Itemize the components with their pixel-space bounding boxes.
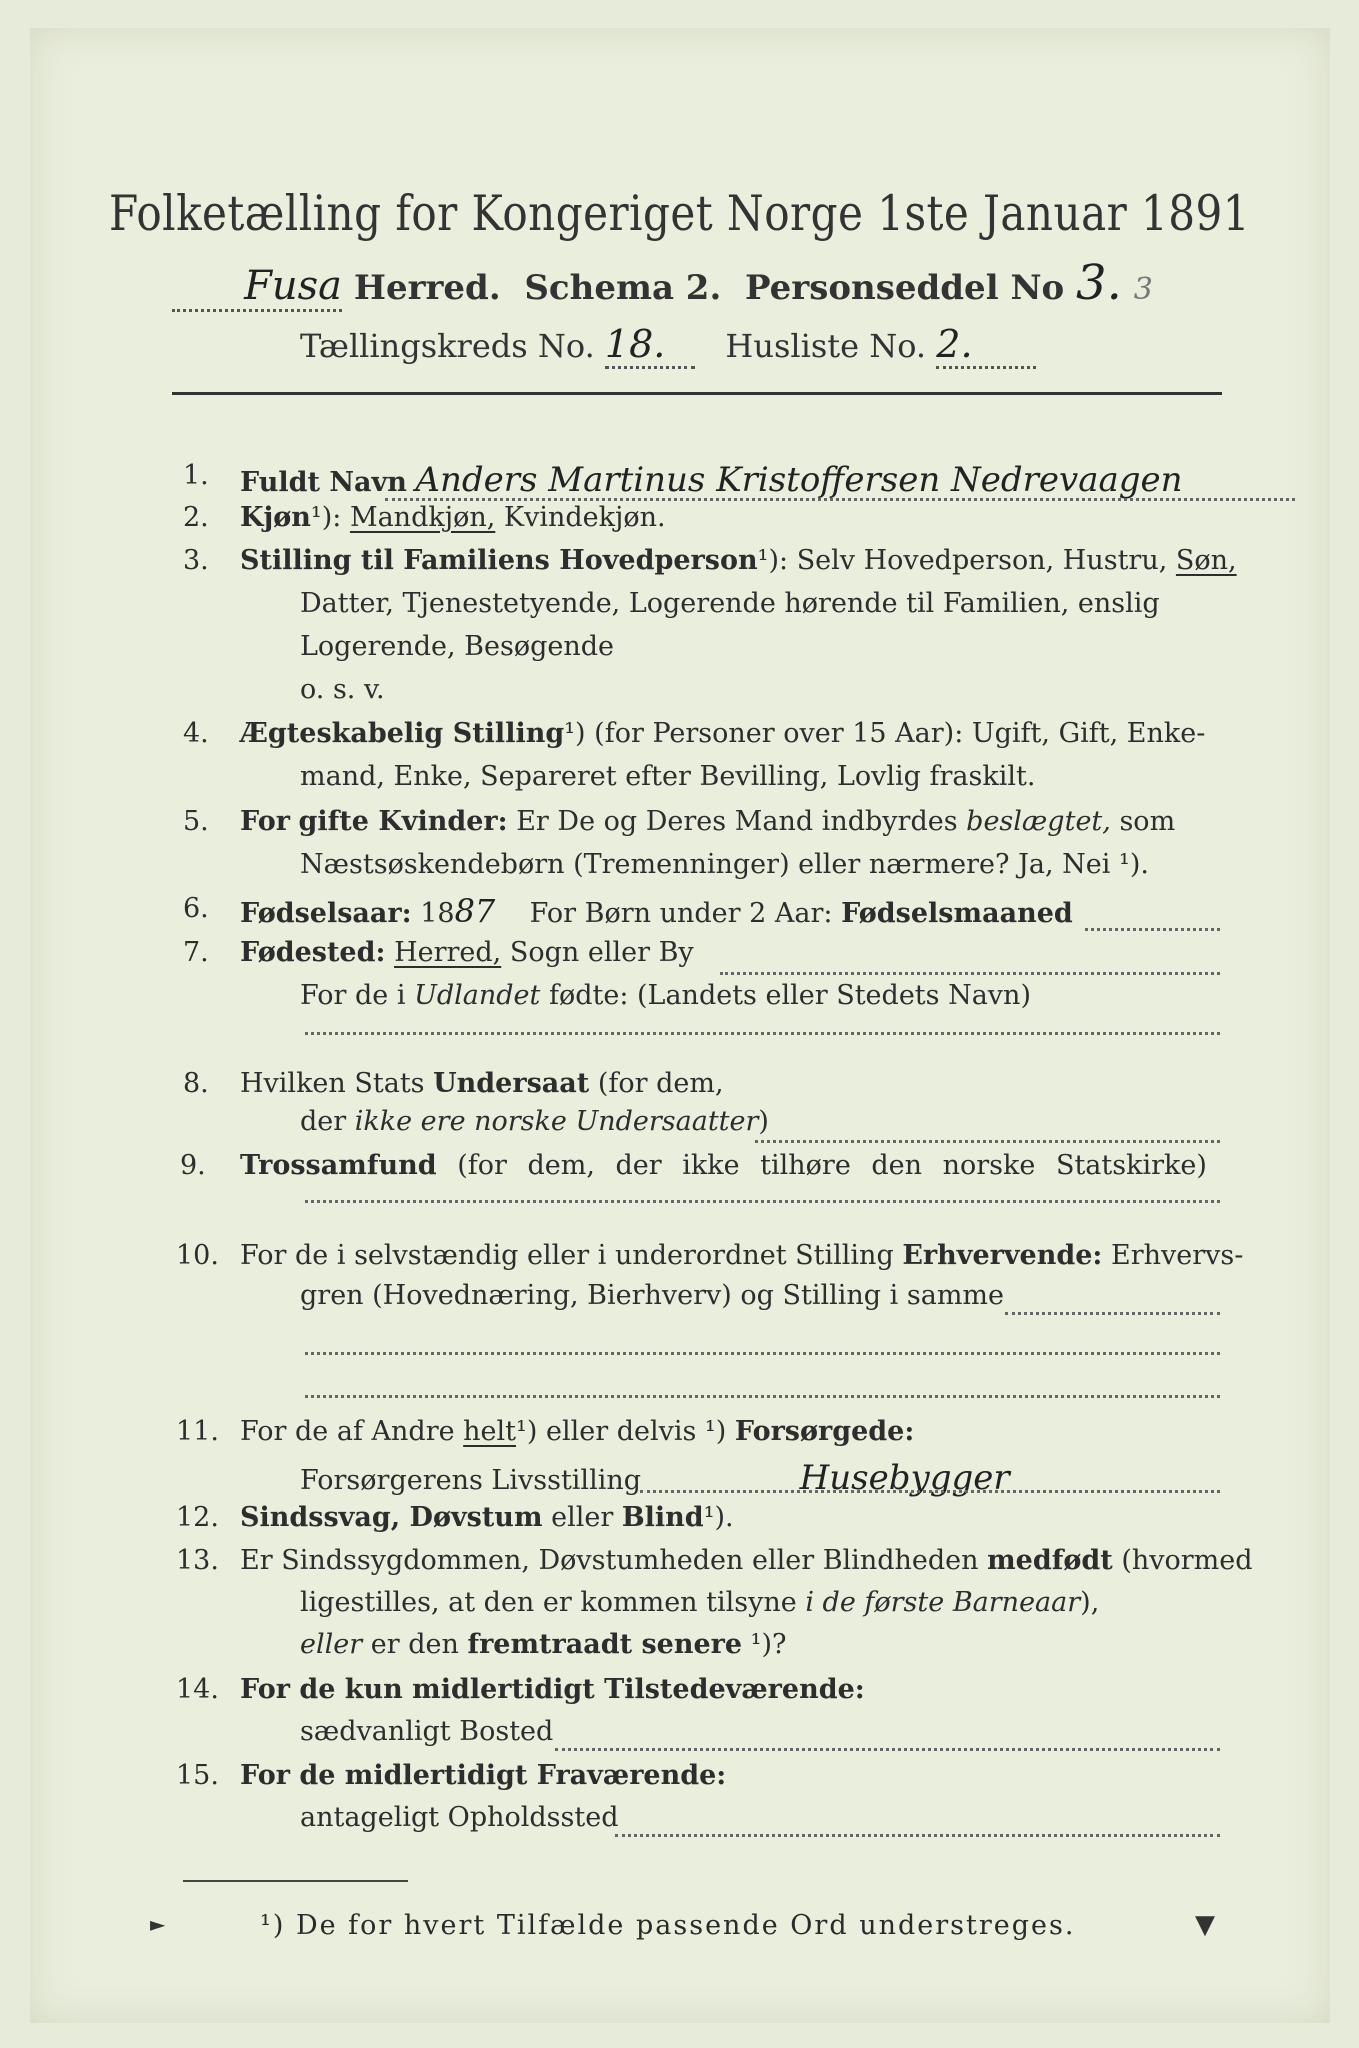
q13-italic: i de første Barneaar [805, 1587, 1081, 1618]
q6-value: 87 [454, 892, 496, 930]
header-rule [172, 392, 1222, 395]
q2-sup: ¹): [310, 502, 342, 533]
q3-line2: Datter, Tjenestetyende, Logerende hørende til Familien, enslig [300, 588, 1160, 619]
q2-option-female: Kvindekjøn. [503, 502, 666, 533]
q1-value: Anders Martinus Kristoffersen Nedrevaagen [415, 460, 1183, 500]
q13-bold: medfødt [987, 1545, 1113, 1576]
kreds-line [300, 322, 1036, 369]
q7-text: Sogn eller By [509, 937, 694, 968]
q11-text2: Forsørgerens Livsstilling [300, 1465, 642, 1496]
q15-dotline [615, 1834, 1220, 1837]
q7-number: 7. [183, 937, 209, 968]
q9-line1 [240, 1148, 1207, 1183]
q7-italic: Udlandet [414, 980, 541, 1011]
q6-dotline [1085, 928, 1220, 931]
q13-text1b: (hvormed [1121, 1545, 1253, 1576]
q8-text2a: der [300, 1106, 347, 1137]
form-title: Folketælling for Kongeriget Norge 1ste Januar 1891 [108, 185, 1250, 242]
q1-number: 1. [183, 460, 209, 491]
q8-number: 8. [183, 1068, 209, 1099]
q12-text: eller [551, 1502, 614, 1533]
q14-number: 14. [176, 1674, 219, 1705]
q9-number: 9. [180, 1150, 206, 1181]
q5-text1: Er De og Deres Mand indbyrdes [516, 806, 958, 837]
q5-line1 [240, 804, 1175, 839]
q5-label1: For [240, 806, 290, 837]
herred-value: Fusa [244, 263, 342, 309]
q13-line1 [240, 1543, 1253, 1578]
q13-text3a: er den [370, 1629, 459, 1660]
q14-dotline [555, 1748, 1220, 1751]
q7-dotline [720, 972, 1220, 975]
q11-dotline [640, 1490, 1220, 1493]
footnote: ¹) De for hvert Tilfælde passende Ord understreges. [260, 1910, 1076, 1941]
q7-label: Fødested: [240, 937, 386, 968]
q8-text1: Hvilken Stats [240, 1068, 425, 1099]
q7-line2 [300, 978, 1031, 1013]
q13-line2 [300, 1585, 1099, 1620]
q11-number: 11. [176, 1416, 219, 1447]
q13-number: 13. [176, 1545, 219, 1576]
q8-line1 [240, 1066, 724, 1101]
q9-dotline [305, 1200, 1220, 1203]
q6-text: For Børn under 2 Aar: [529, 898, 833, 929]
q5-label2: gifte Kvinder: [298, 806, 508, 837]
q2-label: Kjøn [240, 502, 311, 533]
q5-italic: beslægtet, [966, 806, 1111, 837]
footnote-rule [183, 1880, 408, 1882]
q12-bold2: Blind [621, 1502, 704, 1533]
q13-bold2: fremtraadt senere [467, 1629, 743, 1660]
q11-line2 [300, 1456, 1010, 1500]
q12-number: 12. [176, 1502, 219, 1533]
q13-line3 [300, 1627, 787, 1662]
q3-number: 3. [183, 545, 209, 576]
q8-text1b: (for dem, [597, 1068, 724, 1099]
q10-dotline2 [305, 1352, 1220, 1355]
q7-dotline2 [305, 1032, 1220, 1035]
q12-sup: ¹). [703, 1502, 734, 1533]
q12-row [240, 1500, 734, 1535]
q4-sup: ¹) [564, 718, 586, 749]
q7-option-herred: Herred, [394, 937, 502, 968]
herred-line [172, 255, 1153, 312]
personseddel-extra: 3 [1133, 272, 1153, 307]
q5-text1b: som [1119, 806, 1176, 837]
husliste-label: Husliste No. [725, 327, 927, 365]
kreds-value: 18. [604, 322, 666, 366]
q13-text1a: Er Sindssygdommen, Døvstumheden eller Blindheden [240, 1545, 979, 1576]
husliste-value: 2. [936, 322, 973, 366]
q11-line1 [240, 1414, 914, 1449]
q4-number: 4. [183, 718, 209, 749]
q4-label: Ægteskabelig Stilling [240, 718, 565, 749]
q15-text: antageligt Opholdssted [300, 1802, 619, 1833]
q10-number: 10. [176, 1240, 219, 1271]
q14-text: sædvanligt Bosted [300, 1716, 554, 1747]
q6-prefix: 18 [420, 898, 455, 929]
q6-label2: Fødselsmaaned [841, 898, 1073, 929]
q13-text3b: ¹)? [750, 1629, 787, 1660]
q10-line2: gren (Hovednæring, Bierhverv) og Stilling i samme [300, 1280, 1005, 1311]
herred-label: Herred. [353, 268, 501, 308]
arrow-right-icon: ► [150, 1912, 166, 1936]
q11-text1a: For de af Andre [240, 1416, 455, 1447]
personseddel-label: Personseddel No [745, 268, 1065, 308]
q7-text2a: For de i [300, 980, 406, 1011]
q5-number: 5. [183, 806, 209, 837]
q3-line4: o. s. v. [300, 674, 385, 705]
q6-row [240, 891, 1073, 933]
q4-line1 [240, 716, 1205, 751]
q15-bold: For de midlertidigt Fraværende: [240, 1760, 727, 1791]
q3-text1: Selv Hovedperson, Hustru, [796, 545, 1168, 576]
q10-text1: For de i selvstændig eller i underordnet Stilling [240, 1240, 894, 1271]
q1-row [240, 458, 1183, 502]
q8-italic: ikke ere norske Undersaatter [354, 1106, 759, 1137]
q4-text1: (for Personer over 15 Aar): Ugift, Gift, Enke- [594, 718, 1206, 749]
q15-number: 15. [176, 1760, 219, 1791]
q11-text1b: ¹) eller delvis ¹) [516, 1416, 727, 1447]
q4-line2: mand, Enke, Separeret efter Bevilling, Lovlig fraskilt. [300, 761, 1036, 792]
q10-bold: Erhvervende: [902, 1240, 1103, 1271]
q13-text2b: ), [1080, 1587, 1100, 1618]
q14-bold: For de kun midlertidigt Tilstedeværende: [240, 1674, 865, 1705]
q13-italic2: eller [300, 1629, 363, 1660]
q8-bold: Undersaat [433, 1068, 590, 1099]
q3-son: Søn, [1175, 545, 1237, 576]
arrow-down-icon: ▼ [1195, 1910, 1215, 1940]
personseddel-value: 3. [1076, 255, 1122, 311]
q11-helt: helt [463, 1416, 517, 1447]
q10-text1b: Erhvervs- [1111, 1240, 1244, 1271]
q10-dotline [1005, 1312, 1220, 1315]
kreds-label: Tællingskreds No. [300, 327, 595, 365]
q1-label: Fuldt Navn [240, 467, 407, 498]
q6-label: Fødselsaar: [240, 898, 412, 929]
q12-bold1: Sindssvag, Døvstum [240, 1502, 543, 1533]
q11-value: Husebygger [799, 1458, 1010, 1498]
q13-text2a: ligestilles, at den er kommen tilsyne [300, 1587, 797, 1618]
q9-label: Trossamfund [240, 1150, 437, 1181]
q6-number: 6. [183, 893, 209, 924]
q11-bold: Forsørgede: [734, 1416, 915, 1447]
q3-label: Stilling til Familiens Hovedperson [240, 545, 758, 576]
q3-line1 [240, 543, 1237, 578]
q8-dotline [755, 1140, 1220, 1143]
q7-line1 [240, 935, 694, 970]
q10-dotline3 [305, 1395, 1220, 1398]
q2-row [240, 500, 666, 535]
q2-number: 2. [183, 502, 209, 533]
q10-line1 [240, 1238, 1243, 1273]
q3-line3: Logerende, Besøgende [300, 631, 614, 662]
schema-label: Schema 2. [524, 268, 722, 308]
q5-line2: Næstsøskendebørn (Tremenninger) eller nærmere? Ja, Nei ¹). [300, 849, 1149, 880]
q8-text2b: ) [758, 1106, 769, 1137]
q8-line2 [300, 1104, 769, 1139]
q9-text: (for dem, der ikke tilhøre den norske Statskirke) [457, 1150, 1207, 1181]
q7-text2b: fødte: (Landets eller Stedets Navn) [548, 980, 1031, 1011]
q3-sup: ¹): [757, 545, 789, 576]
q2-option-male: Mandkjøn, [349, 502, 496, 533]
